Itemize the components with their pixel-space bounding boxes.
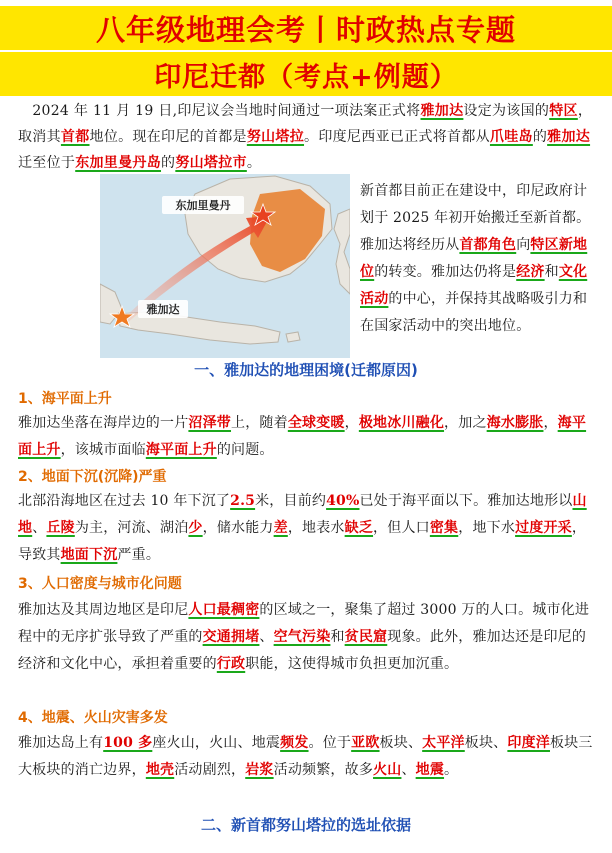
sub4-paragraph: 雅加达岛上有100 多座火山，火山、地震频发。位于亚欧板块、太平洋板块、印度洋板块三大板块的消亡边界，地壳活动剧烈，岩浆活动频繁，故多火山、地震。	[18, 735, 593, 778]
side-paragraph: 新首都目前正在建设中，印尼政府计划于 2025 年初开始搬迁至新首都。雅加达将经历从首都角色向特区新地位的转变。雅加达仍将是经济和文化活动的中心，并保持其战略吸引力和在国家活动中的突出地位。	[360, 183, 591, 334]
title-banner-line1	[0, 6, 612, 50]
page-title: 八年级地理会考丨时政热点专题	[95, 12, 516, 47]
sub3-paragraph: 雅加达及其周边地区是印尼人口最稠密的区域之一，聚集了超过 3000 万的人口。城市化进程中的无序扩张导致了严重的交通拥堵、空气污染和贫民窟现象。此外，雅加达还是印尼的经济和文化中心，承担着重要的行政职能，这使得城市负担更加沉重。	[18, 602, 590, 672]
page-subtitle: 印尼迁都（考点+例题）	[154, 61, 458, 93]
relocation-map	[100, 174, 350, 358]
sub4-heading: 4、地震、火山灾害多发	[18, 710, 168, 726]
section2-title: 二、新首都努山塔拉的选址依据	[200, 816, 411, 834]
sub3-heading: 3、人口密度与城市化问题	[18, 576, 182, 592]
map-label-jakarta: 雅加达	[146, 303, 180, 316]
intro-paragraph: 2024 年 11 月 19 日,印尼议会当地时间通过一项法案正式将雅加达设定为该国的特区，取消其首都地位。现在印尼的首都是努山塔拉。印度尼西亚已正式将首都从爪哇岛的雅加达迁至位于东加里曼丹岛的努山塔拉市。	[18, 103, 593, 171]
sub2-paragraph: 北部沿海地区在过去 10 年下沉了2.5米，目前约40%已处于海平面以下。雅加达地形以山地、丘陵为主，河流、湖泊少，储水能力差，地表水缺乏，但人口密集，地下水过度开采，导致其地面下沉严重。	[18, 493, 587, 563]
sub1-paragraph: 雅加达坐落在海岸边的一片沼泽带上，随着全球变暖，极地冰川融化，加之海水膨胀，海平面上升，该城市面临海平面上升的问题。	[18, 415, 587, 458]
title-banner-line2	[0, 52, 612, 96]
small-island	[286, 332, 300, 342]
sub2-heading: 2、地面下沉(沉降)严重	[18, 469, 167, 485]
section1-title: 一、雅加达的地理困境(迁都原因)	[194, 361, 418, 379]
map-graphic	[100, 174, 350, 358]
sub1-heading: 1、海平面上升	[18, 391, 112, 407]
map-label-east-kalimantan: 东加里曼丹	[175, 199, 231, 212]
